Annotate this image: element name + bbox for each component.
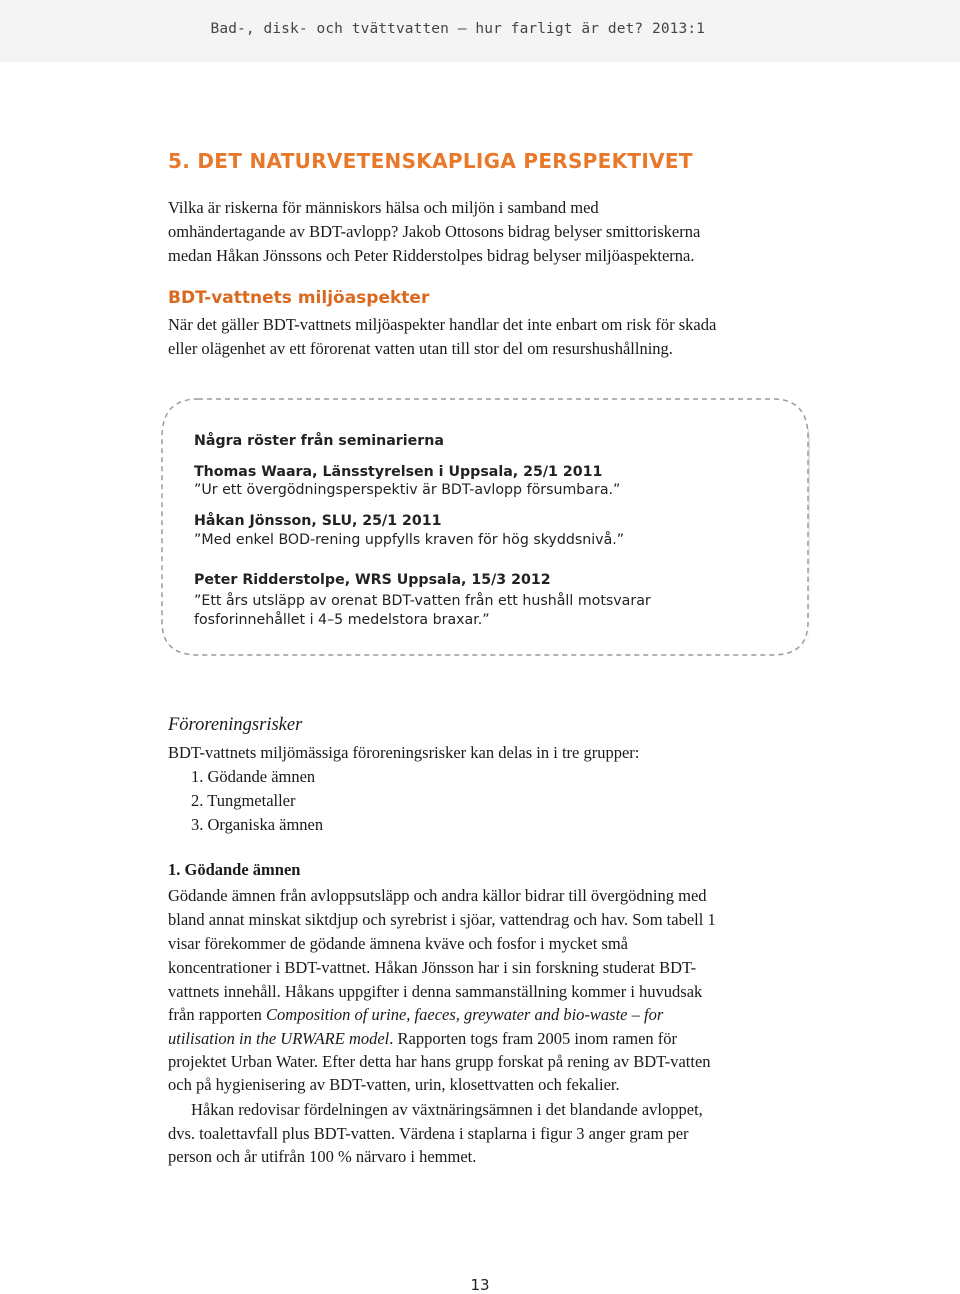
intro-line: Vilka är riskerna för människors hälsa och miljön i samband med bbox=[168, 198, 599, 217]
list-item: 2. Tungmetaller bbox=[191, 791, 296, 810]
bdt-line: När det gäller BDT-vattnets miljöaspekter handlar det inte enbart om risk för skada bbox=[168, 315, 717, 334]
body-line: vattnets innehåll. Håkans uppgifter i denna sammanställning kommer i huvudsak bbox=[168, 982, 703, 1001]
voice-speaker: Håkan Jönsson, SLU, 25/1 2011 bbox=[194, 513, 442, 529]
body-line: projektet Urban Water. Efter detta har hans grupp forskat på rening av BDT-vatten bbox=[168, 1052, 711, 1071]
body-line: från rapporten Composition of urine, faeces, greywater and bio-waste – for bbox=[168, 1005, 664, 1024]
voice-speaker: Thomas Waara, Länsstyrelsen i Uppsala, 25/1 2011 bbox=[194, 464, 603, 480]
voice-speaker: Peter Ridderstolpe, WRS Uppsala, 15/3 2012 bbox=[194, 572, 551, 588]
body-line: dvs. toalettavfall plus BDT-vatten. Värdena i staplarna i figur 3 anger gram per bbox=[168, 1124, 689, 1143]
body-line: Håkan redovisar fördelningen av växtnäringsämnen i det blandande avloppet, bbox=[191, 1100, 703, 1119]
voice-quote: ”Ur ett övergödningsperspektiv är BDT-avlopp försumbara.” bbox=[194, 482, 621, 498]
chapter-title: 5. DET NATURVETENSKAPLIGA PERSPEKTIVET bbox=[168, 149, 693, 173]
section-heading-bdt: BDT-vattnets miljöaspekter bbox=[168, 288, 430, 308]
report-title: Composition of urine, faeces, greywater and bio-waste – for bbox=[266, 1005, 664, 1024]
risks-intro: BDT-vattnets miljömässiga föroreningsrisker kan delas in i tre grupper: bbox=[168, 743, 640, 762]
section-heading-risks: Föroreningsrisker bbox=[168, 715, 303, 735]
body-line: koncentrationer i BDT-vattnet. Håkan Jönsson har i sin forskning studerat BDT- bbox=[168, 958, 697, 977]
list-item: 1. Gödande ämnen bbox=[191, 767, 316, 786]
intro-line: medan Håkan Jönssons och Peter Ridderstolpes bidrag belyser miljöaspekterna. bbox=[168, 246, 695, 265]
body-line: Gödande ämnen från avloppsutsläpp och andra källor bidrar till övergödning med bbox=[168, 886, 707, 905]
voice-quote: ”Ett års utsläpp av orenat BDT-vatten från ett hushåll motsvarar bbox=[194, 593, 651, 609]
body-line: bland annat minskat siktdjup och syrebrist i sjöar, vattendrag och hav. Som tabell 1 bbox=[168, 910, 716, 929]
intro-line: omhändertagande av BDT-avlopp? Jakob Ottosons bidrag belyser smittoriskerna bbox=[168, 222, 701, 241]
report-title: utilisation in the URWARE model bbox=[168, 1029, 390, 1048]
bdt-line: eller olägenhet av ett förorenat vatten utan till stor del om resurshushållning. bbox=[168, 339, 673, 358]
voice-quote: fosforinnehållet i 4–5 medelstora braxar.” bbox=[194, 612, 490, 628]
running-header bbox=[0, 0, 960, 62]
body-line: visar förekommer de gödande ämnena kväve och fosfor i mycket små bbox=[168, 934, 629, 953]
page-number: 13 bbox=[470, 1276, 490, 1294]
running-title: Bad-, disk- och tvättvatten – hur farligt är det? 2013:1 bbox=[210, 21, 705, 37]
section-heading-nutrients: 1. Gödande ämnen bbox=[168, 860, 301, 879]
voice-quote: ”Med enkel BOD-rening uppfylls kraven för hög skyddsnivå.” bbox=[194, 532, 625, 548]
body-line: person och år utifrån 100 % närvaro i hemmet. bbox=[168, 1147, 477, 1166]
body-line: och på hygienisering av BDT-vatten, urin, klosettvatten och fekalier. bbox=[168, 1075, 620, 1094]
quote-box-heading: Några röster från seminarierna bbox=[194, 433, 444, 449]
body-line: utilisation in the URWARE model. Rapporten togs fram 2005 inom ramen för bbox=[168, 1029, 678, 1048]
list-item: 3. Organiska ämnen bbox=[191, 815, 324, 834]
